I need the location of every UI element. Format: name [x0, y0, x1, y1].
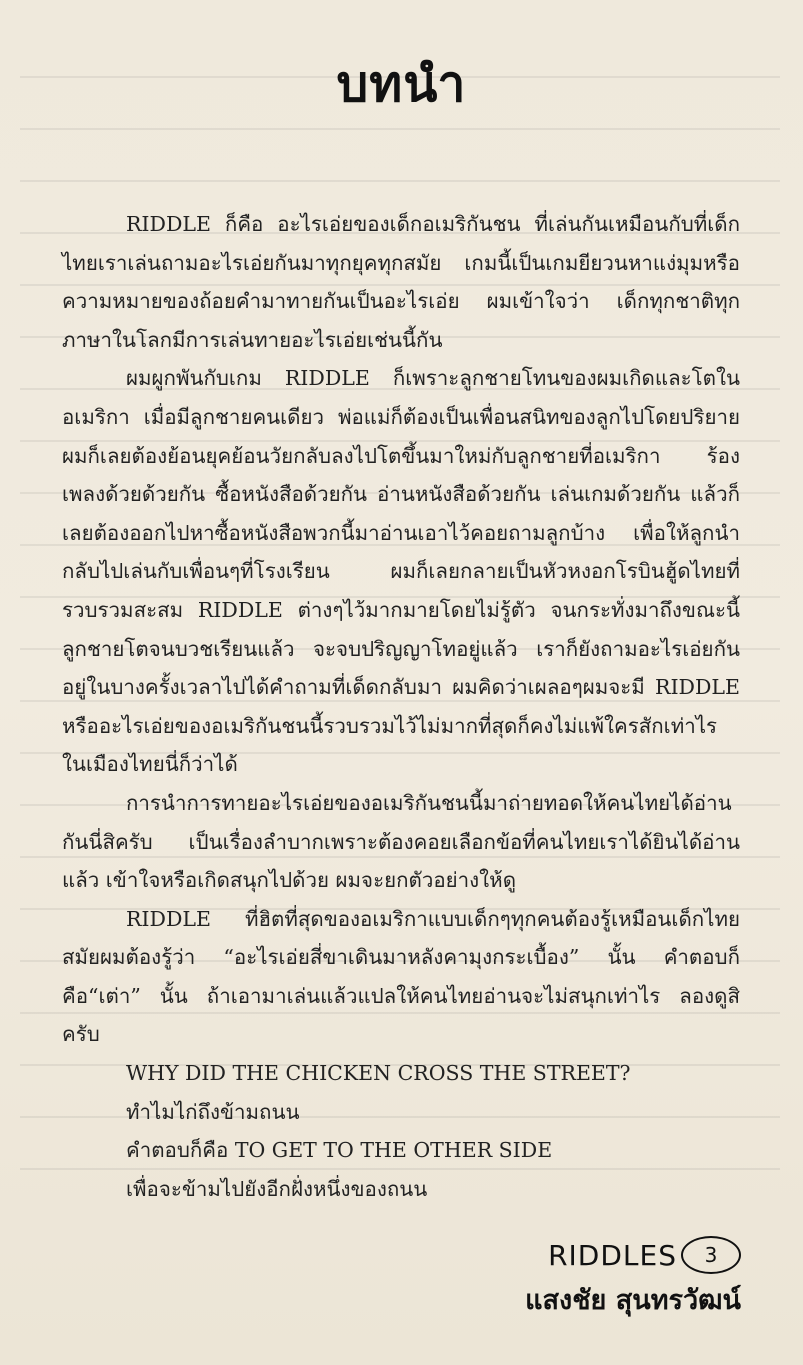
riddle-answer-th: เพื่อจะข้ามไปยังอีกฝั่งหนึ่งของถนน: [126, 1176, 428, 1201]
chapter-title: บทนำ: [336, 55, 467, 113]
riddle-answer-en: คำตอบก็คือ TO GET TO THE OTHER SIDE: [126, 1138, 553, 1163]
book-title: RIDDLES: [548, 1238, 677, 1272]
paragraph: การนำการทายอะไรเอ่ยของอเมริกันชนนี้มาถ่ายทอดให้คนไทยได้อ่านกันนี่สิครับ เป็นเรื่องลำบากเพราะต้องคอยเลือกข้อที่คนไทยเราได้ยินได้อ่านแล้ว เข้าใจหรือเกิดสนุกไปด้วย ผมจะยกตัวอย่างให้ดู: [62, 790, 740, 893]
paragraph: ผมผูกพันกับเกม RIDDLE ก็เพราะลูกชายโทนของผมเกิดและโตในอเมริกา เมื่อมีลูกชายคนเดียว พ่อแม่ก็ต้องเป็นเพื่อนสนิทของลูกไปโดยปริยาย ผมก็เลยต้องย้อนยุคย้อนวัยกลับลงไปโตขึ้นมาใหม่กับลูกชายที่อเมริกา ร้องเพลงด้วยด้วยกัน ซื้อหนังสือด้วยกัน อ่านหนังสือด้วยกัน เล่นเกมด้วยกัน แล้วก็เลยต้องออกไปหาซื้อหนังสือพวกนี้มาอ่านเอาไว้คอยถามลูกบ้าง เพื่อให้ลูกนำกลับไปเล่นกับเพื่อนๆที่โรงเรียน ผมก็เลยกลายเป็นหัวหงอกโรบินฮู้ดไทยที่รวบรวมสะสม RIDDLE ต่างๆไว้มากมายโดยไม่รู้ตัว จนกระทั่งมาถึงขณะนี้ลูกชายโตจนบวชเรียนแล้ว จะจบปริญญาโทอยู่แล้ว เราก็ยังถามอะไรเอ่ยกันอยู่ในบางครั้งเวลาไปได้คำถามที่เด็ดกลับมา ผมคิดว่าเผลอๆผมจะมี RIDDLE หรืออะไรเอ่ยของอเมริกันชนนี้รวบรวมไว้ไม่มากที่สุดก็คงไม่แพ้ใครสักเท่าไรในเมืองไทยนี่ก็ว่าได้: [62, 366, 740, 777]
footer-book-line: [525, 1236, 741, 1274]
paragraph: RIDDLE ที่ฮิตที่สุดของอเมริกาแบบเด็กๆทุกคนต้องรู้เหมือนเด็กไทยสมัยผมต้องรู้ว่า “อะไรเอ่ยสี่ขาเดินมาหลังคามุงกระเบื้อง” นั้น คำตอบก็คือ“เต่า” นั้น ถ้าเอามาเล่นแล้วแปลให้คนไทยอ่านจะไม่สนุกเท่าไร ลองดูสิครับ: [62, 906, 740, 1047]
page-footer: [525, 1236, 741, 1321]
riddle-question-th: ทำไมไก่ถึงข้ามถนน: [126, 1099, 300, 1124]
paragraph: RIDDLE ก็คือ อะไรเอ่ยของเด็กอเมริกันชน ที่เล่นกันเหมือนกับที่เด็กไทยเราเล่นถามอะไรเอ่ยกันมาทุกยุคทุกสมัย เกมนี้เป็นเกมยียวนหาแง่มุมหรือความหมายของถ้อยคำมาทายกันเป็นอะไรเอ่ย ผมเข้าใจว่า เด็กทุกชาติทุกภาษาในโลกมีการเล่นทายอะไรเอ่ยเช่นนี้กัน: [62, 212, 740, 352]
page-body: [62, 205, 740, 1208]
riddle-question-en: WHY DID THE CHICKEN CROSS THE STREET?: [126, 1061, 631, 1086]
author-name: แสงชัย สุนทรวัฒน์: [525, 1285, 741, 1316]
page-number: 3: [681, 1236, 741, 1274]
